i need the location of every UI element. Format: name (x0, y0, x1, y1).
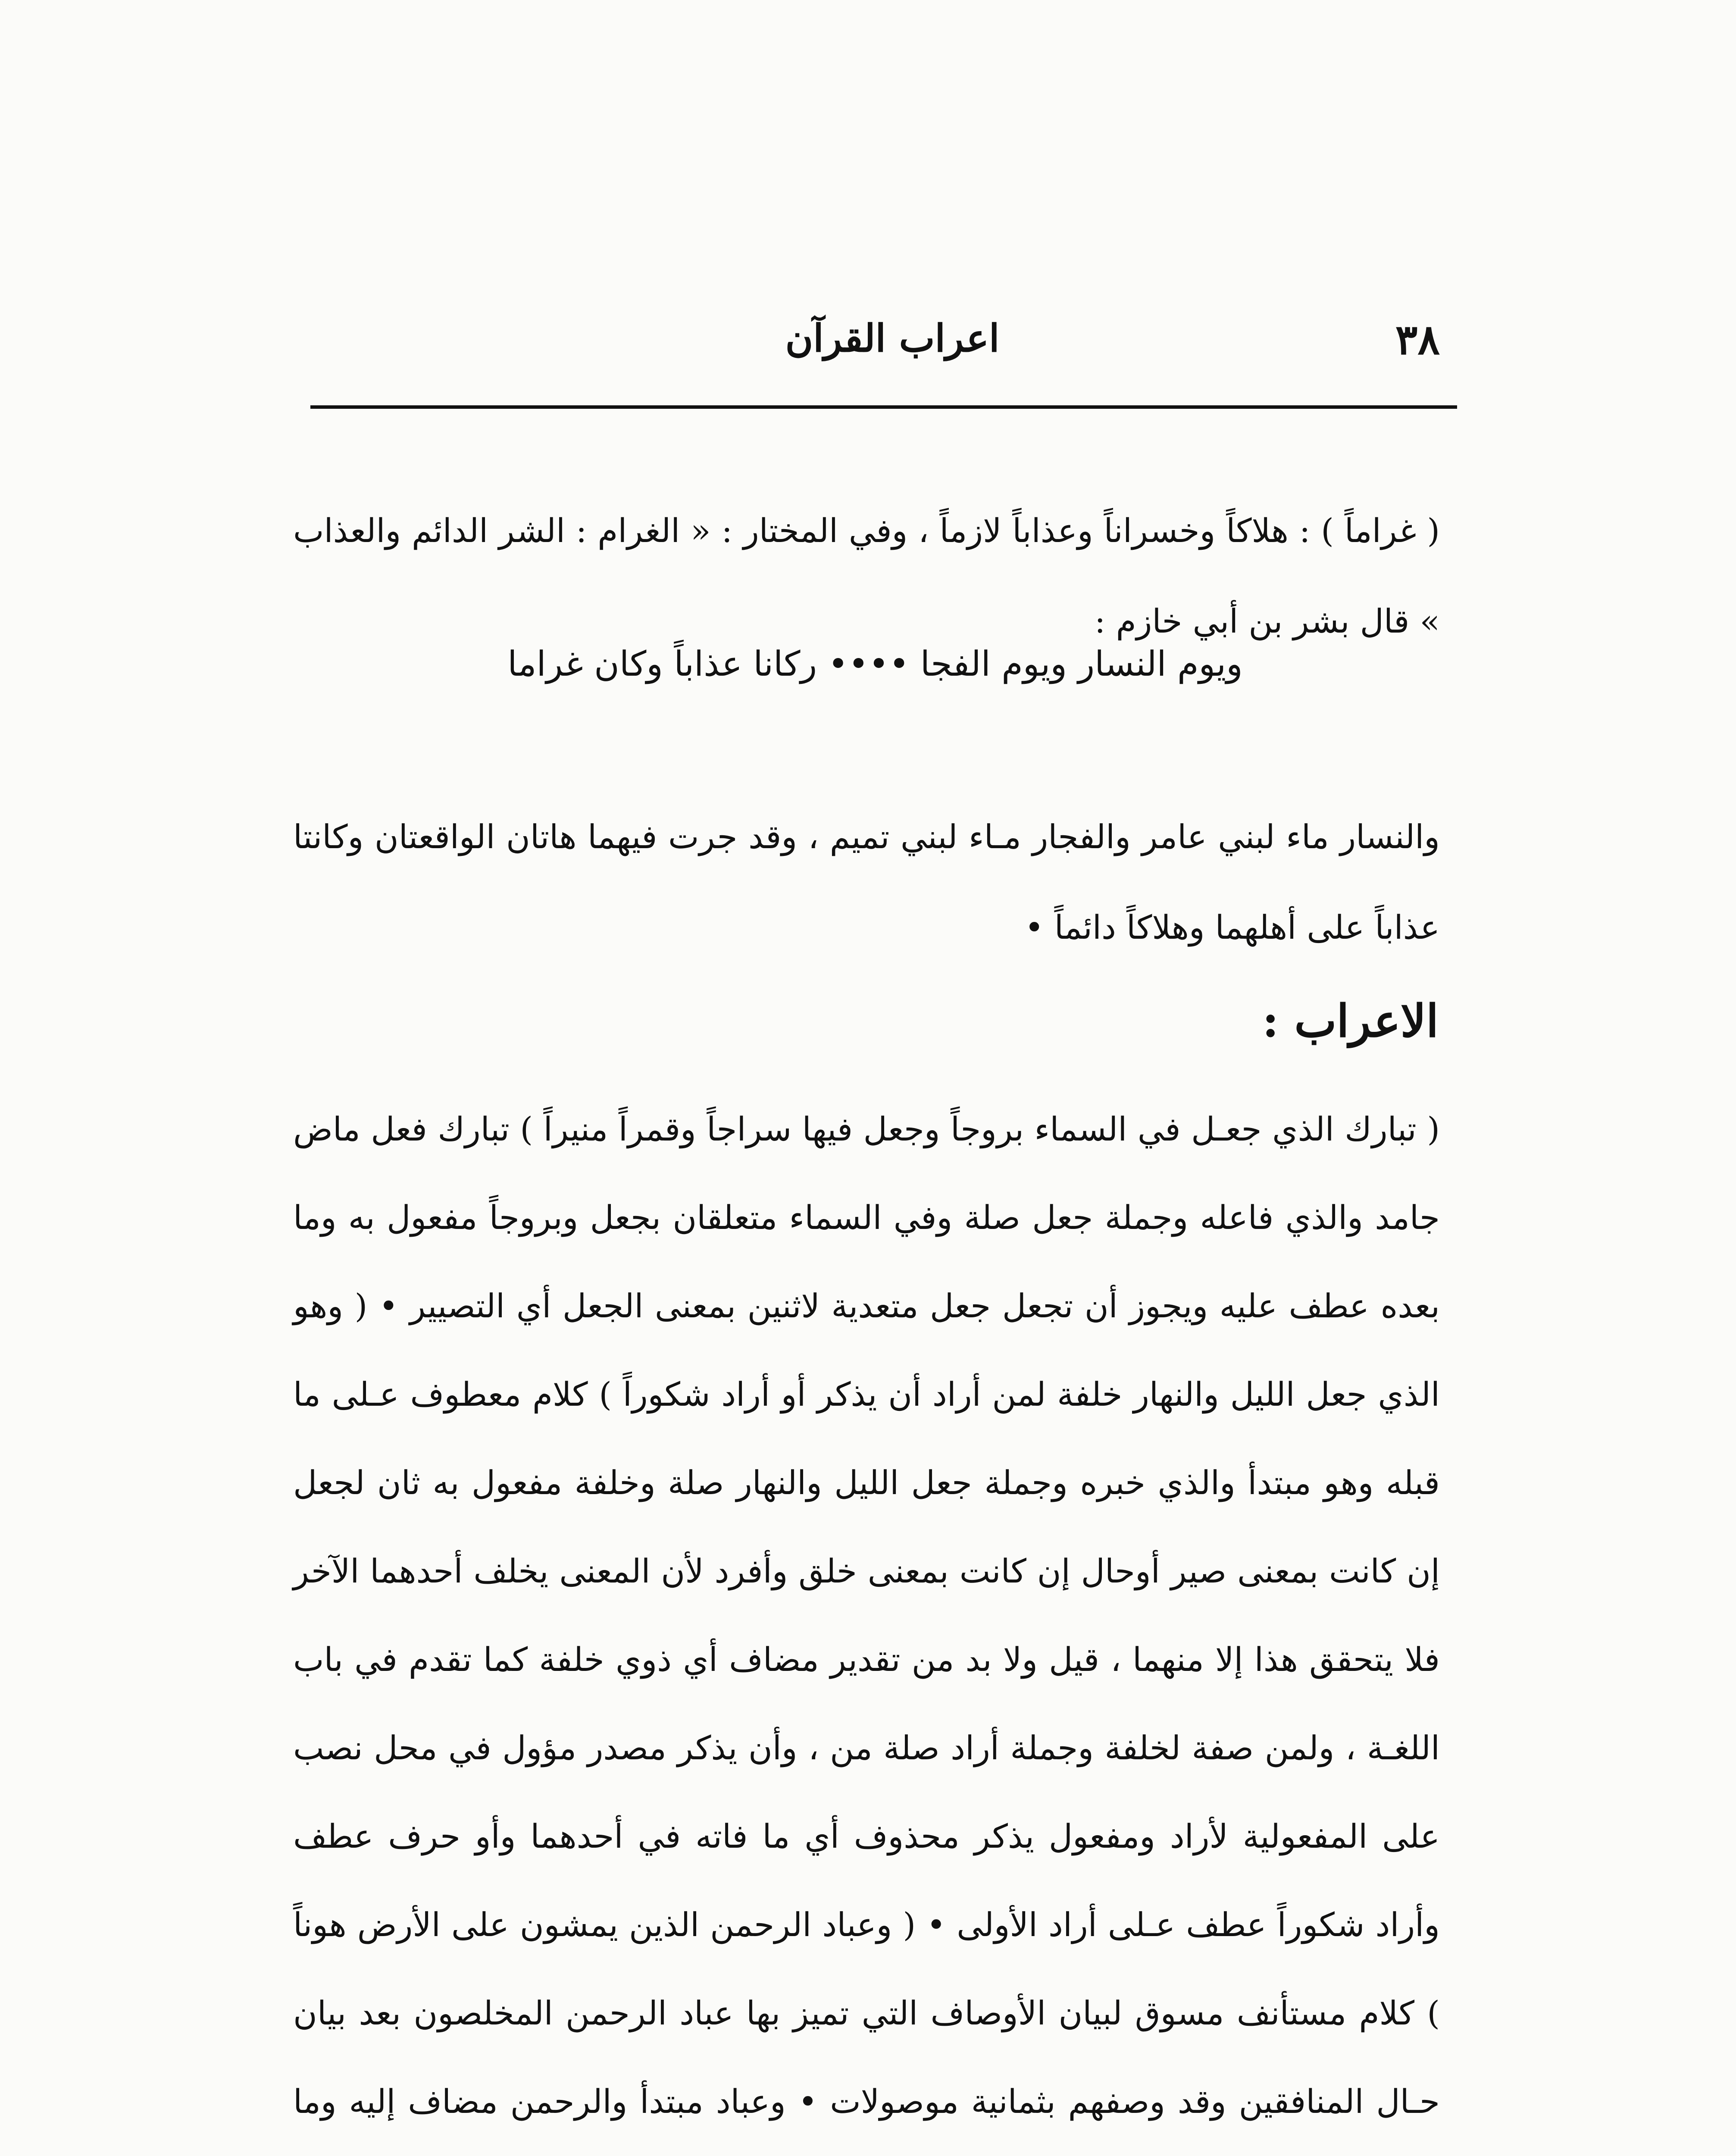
section-heading: الاعراب : (1262, 994, 1439, 1048)
irab-paragraph: ( تبارك الذي جعـل في السماء بروجاً وجعل فيها سراجاً وقمراً منيراً ) تبارك فعل ماض جامد والذي فاعله وجملة جعل صلة وفي السماء متعلقان بجعل وبروجاً مفعول به وما بعده عطف عليه ويجوز أن تجعل جعل متعدية لاثنين بمعنى الجعل أي التصيير • ( وهو الذي جعل الليل والنهار خلفة لمن أراد أن يذكر أو أراد شكوراً ) كلام معطوف عـلى ما قبله وهو مبتدأ والذي خبره وجملة جعل الليل والنهار صلة وخلفة مفعول به ثان لجعل إن كانت بمعنى صير أوحال إن كانت بمعنى خلق وأفرد لأن المعنى يخلف أحدهما الآخر فلا يتحقق هذا إلا منهما ، قيل ولا بد من تقدير مضاف أي ذوي خلفة كما تقدم في باب اللغـة ، ولمن صفة لخلفة وجملة أراد صلة من ، وأن يذكر مصدر مؤول في محل نصب على المفعولية لأراد ومفعول يذكر محذوف أي ما فاته في أحدهما وأو حرف عطف وأراد شكوراً عطف عـلى أراد الأولى • ( وعباد الرحمن الذين يمشون على الأرض هوناً ) كلام مستأنف مسوق لبيان الأوصاف التي تميز بها عباد الرحمن المخلصون بعد بيان حـال المنافقين وقد وصفهم بثمانية موصولات • وعباد مبتدأ والرحمن مضاف إليه وما (293, 1110, 1440, 2121)
gloss-explanation: والنسار ماء لبني عامر والفجار مـاء لبني تميم ، وقد جرت فيهما هاتان الواقعتان وكانتا عذاباً على أهلهما وهلاكاً دائماً • (293, 818, 1440, 946)
page-number: ٣٨ (1395, 315, 1440, 364)
poetry-verse: ويوم النسار ويوم الفجا •••• ركانا عذاباً وكان غراما (507, 644, 1243, 684)
page-header (310, 315, 1457, 384)
header-rule (310, 405, 1457, 409)
running-title: اعراب القرآن (785, 316, 1000, 360)
gloss-paragraph: ( غراماً ) : هلاكاً وخسراناً وعذاباً لازماً ، وفي المختار : « الغرام : الشر الدائم والعذاب » قال بشر بن أبي خازم : (293, 511, 1440, 640)
